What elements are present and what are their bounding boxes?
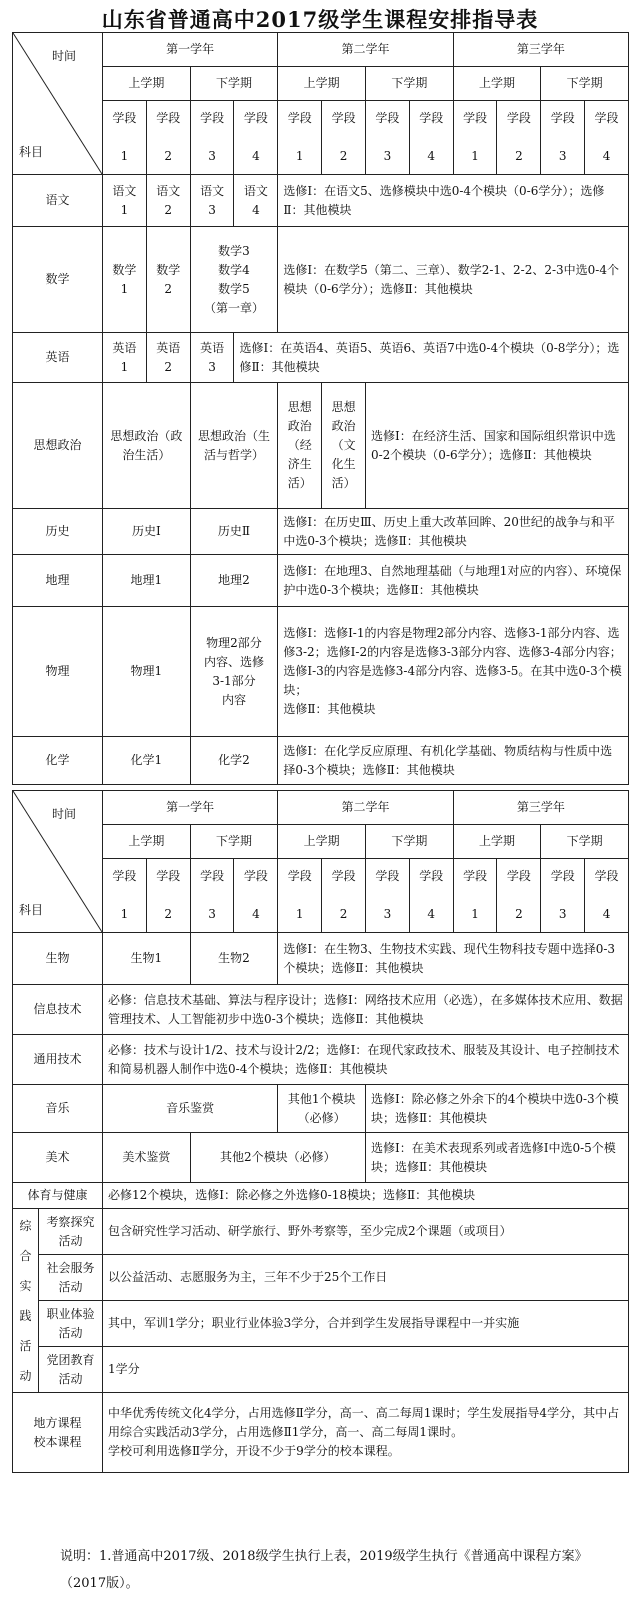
module-cell: 数学3 数学4 数学5 （第一章） xyxy=(190,227,278,333)
module-cell: 思想 政治 （文 化生 活） xyxy=(322,383,366,509)
subject-name: 历史 xyxy=(13,509,103,555)
elective-description: 选修Ⅰ：除必修之外余下的4个模块中选0-3个模块；选修Ⅱ：其他模块 xyxy=(365,1085,628,1133)
subject-name: 信息技术 xyxy=(13,985,103,1035)
module-cell: 地理2 xyxy=(190,555,278,607)
segment-header: 学段 2 xyxy=(146,859,190,933)
term-header: 下学期 xyxy=(365,67,453,101)
module-cell: 地理1 xyxy=(103,555,191,607)
segment-header: 学段 2 xyxy=(497,101,541,175)
term-header: 下学期 xyxy=(541,67,629,101)
elective-description: 必修：信息技术基础、算法与程序设计；选修Ⅰ：网络技术应用（必选），在多媒体技术应用、数据管理技术、人工智能初步中选0-3个模块；选修Ⅱ：其他模块 xyxy=(103,985,629,1035)
segment-header: 学段 1 xyxy=(103,101,147,175)
module-cell: 语文 4 xyxy=(234,175,278,227)
subject-name: 生物 xyxy=(13,933,103,985)
module-cell: 思想政治（政治生活） xyxy=(103,383,191,509)
module-cell: 其他2个模块（必修） xyxy=(190,1133,365,1183)
header-time-label: 时间 xyxy=(51,807,76,821)
subject-name: 语文 xyxy=(13,175,103,227)
segment-header: 学段 1 xyxy=(278,859,322,933)
year-header: 第二学年 xyxy=(278,33,453,67)
module-cell: 英语 3 xyxy=(190,333,234,383)
module-cell: 语文 1 xyxy=(103,175,147,227)
year-header: 第三学年 xyxy=(453,33,628,67)
term-header: 下学期 xyxy=(541,825,629,859)
subject-name: 思想政治 xyxy=(13,383,103,509)
term-header: 上学期 xyxy=(278,825,366,859)
segment-header: 学段 2 xyxy=(322,859,366,933)
term-header: 上学期 xyxy=(453,67,541,101)
module-cell: 生物2 xyxy=(190,933,278,985)
course-table-part-2 xyxy=(12,790,629,1473)
activity-description: 包含研究性学习活动、研学旅行、野外考察等，至少完成2个课题（或项目） xyxy=(103,1209,629,1255)
vertical-char: 综 xyxy=(19,1218,32,1233)
segment-header: 学段 1 xyxy=(103,859,147,933)
subject-name: 美术 xyxy=(13,1133,103,1183)
segment-header: 学段 4 xyxy=(585,101,629,175)
course-table-part-1 xyxy=(12,32,629,785)
segment-header: 学段 2 xyxy=(146,101,190,175)
segment-header: 学段 3 xyxy=(365,859,409,933)
subject-name: 体育与健康 xyxy=(13,1183,103,1209)
module-cell: 生物1 xyxy=(103,933,191,985)
module-cell: 思想 政治 （经 济生 活） xyxy=(278,383,322,509)
elective-description: 选修Ⅰ：在经济生活、国家和国际组织常识中选0-2个模块（0-6学分）；选修Ⅱ：其他模块 xyxy=(365,383,628,509)
elective-description: 选修Ⅰ：在历史Ⅲ、历史上重大改革回眸、20世纪的战争与和平中选0-3个模块；选修Ⅱ：其他模块 xyxy=(278,509,629,555)
term-header: 下学期 xyxy=(190,825,278,859)
segment-header: 学段 3 xyxy=(190,101,234,175)
segment-header: 学段 4 xyxy=(234,859,278,933)
segment-header: 学段 1 xyxy=(278,101,322,175)
term-header: 下学期 xyxy=(190,67,278,101)
elective-description: 选修Ⅰ：在美术表现系列或者选修Ⅰ中选0-5个模块；选修Ⅱ：其他模块 xyxy=(365,1133,628,1183)
activity-description: 1学分 xyxy=(103,1347,629,1393)
module-cell: 英语 2 xyxy=(146,333,190,383)
term-header: 上学期 xyxy=(453,825,541,859)
activity-name: 党团教育 活动 xyxy=(39,1347,103,1393)
segment-header: 学段 1 xyxy=(453,859,497,933)
segment-header: 学段 3 xyxy=(365,101,409,175)
segment-header: 学段 1 xyxy=(453,101,497,175)
segment-header: 学段 3 xyxy=(190,859,234,933)
subject-name: 数学 xyxy=(13,227,103,333)
footnote: 说明：1.普通高中2017级、2018级学生执行上表，2019级学生执行《普通高中课程方案》（2017版）。 xyxy=(60,1549,588,1591)
subject-name: 化学 xyxy=(13,737,103,785)
activity-name: 职业体验 活动 xyxy=(39,1301,103,1347)
subject-name: 通用技术 xyxy=(13,1035,103,1085)
comprehensive-practice-label xyxy=(13,1209,39,1393)
header-time-label: 时间 xyxy=(51,49,76,63)
module-cell: 物理2部分 内容、选修 3-1部分 内容 xyxy=(190,607,278,737)
year-header: 第一学年 xyxy=(103,33,278,67)
module-cell: 数学 2 xyxy=(146,227,190,333)
module-cell: 数学 1 xyxy=(103,227,147,333)
segment-header: 学段 4 xyxy=(409,859,453,933)
elective-description: 选修Ⅰ：选修Ⅰ-1的内容是物理2部分内容、选修3-1部分内容、选修3-2；选修Ⅰ-2的内容是选修3-3部分内容、选修3-4部分内容；选修Ⅰ-3的内容是选修3-4部分内容、选修3-5。在其中选0-3个模块； 选修Ⅱ：其他模块 xyxy=(278,607,629,737)
activity-name: 社会服务 活动 xyxy=(39,1255,103,1301)
elective-description: 选修Ⅰ：在生物3、生物技术实践、现代生物科技专题中选择0-3个模块；选修Ⅱ：其他模块 xyxy=(278,933,629,985)
segment-header: 学段 3 xyxy=(541,101,585,175)
module-cell: 历史Ⅱ xyxy=(190,509,278,555)
module-cell: 语文 3 xyxy=(190,175,234,227)
vertical-char: 活 xyxy=(19,1338,32,1353)
elective-description: 必修12个模块，选修Ⅰ：除必修之外选修0-18模块；选修Ⅱ：其他模块 xyxy=(103,1183,629,1209)
activity-name: 考察探究 活动 xyxy=(39,1209,103,1255)
page-title: 山东省普通高中2017级学生课程安排指导表 xyxy=(101,7,539,32)
elective-description: 必修：技术与设计1/2、技术与设计2/2；选修Ⅰ：在现代家政技术、服装及其设计、电子控制技术和简易机器人制作中选0-4个模块；选修Ⅱ：其他模块 xyxy=(103,1035,629,1085)
module-cell: 物理1 xyxy=(103,607,191,737)
module-cell: 英语 1 xyxy=(103,333,147,383)
vertical-char: 合 xyxy=(19,1248,32,1263)
term-header: 上学期 xyxy=(103,825,191,859)
module-cell: 美术鉴赏 xyxy=(103,1133,191,1183)
elective-description: 中华优秀传统文化4学分，占用选修Ⅱ学分，高一、高二每周1课时；学生发展指导4学分，其中占用综合实践活动3学分，占用选修Ⅱ1学分，高一、高二每周1课时。 学校可利用选修Ⅱ学分，开设不少于9学分的校本课程。 xyxy=(103,1393,629,1473)
elective-description: 选修Ⅰ：在英语4、英语5、英语6、英语7中选0-4个模块（0-8学分）；选修Ⅱ：其他模块 xyxy=(234,333,629,383)
segment-header: 学段 3 xyxy=(541,859,585,933)
activity-description: 其中，军训1学分；职业行业体验3学分，合并到学生发展指导课程中一并实施 xyxy=(103,1301,629,1347)
vertical-char: 动 xyxy=(19,1368,32,1383)
module-cell: 历史Ⅰ xyxy=(103,509,191,555)
header-diagonal-cell xyxy=(13,33,103,175)
subject-name: 地理 xyxy=(13,555,103,607)
module-cell: 语文 2 xyxy=(146,175,190,227)
module-cell: 其他1个模块 （必修） xyxy=(278,1085,366,1133)
elective-description: 选修Ⅰ：在数学5（第二、三章）、数学2-1、2-2、2-3中选0-4个模块（0-6学分）；选修Ⅱ：其他模块 xyxy=(278,227,629,333)
header-subject-label: 科目 xyxy=(19,145,44,159)
subject-name: 物理 xyxy=(13,607,103,737)
year-header: 第三学年 xyxy=(453,791,628,825)
year-header: 第一学年 xyxy=(103,791,278,825)
elective-description: 选修Ⅰ：在地理3、自然地理基础（与地理1对应的内容）、环境保护中选0-3个模块；选修Ⅱ：其他模块 xyxy=(278,555,629,607)
term-header: 上学期 xyxy=(103,67,191,101)
year-header: 第二学年 xyxy=(278,791,453,825)
activity-description: 以公益活动、志愿服务为主，三年不少于25个工作日 xyxy=(103,1255,629,1301)
segment-header: 学段 4 xyxy=(585,859,629,933)
segment-header: 学段 2 xyxy=(322,101,366,175)
module-cell: 化学2 xyxy=(190,737,278,785)
module-cell: 思想政治（生活与哲学） xyxy=(190,383,278,509)
segment-header: 学段 2 xyxy=(497,859,541,933)
subject-name: 地方课程 校本课程 xyxy=(13,1393,103,1473)
module-cell: 音乐鉴赏 xyxy=(103,1085,278,1133)
vertical-char: 践 xyxy=(19,1308,32,1323)
term-header: 下学期 xyxy=(365,825,453,859)
vertical-char: 实 xyxy=(19,1278,32,1293)
segment-header: 学段 4 xyxy=(409,101,453,175)
elective-description: 选修Ⅰ：在化学反应原理、有机化学基础、物质结构与性质中选择0-3个模块；选修Ⅱ：其他模块 xyxy=(278,737,629,785)
subject-name: 音乐 xyxy=(13,1085,103,1133)
header-diagonal-cell xyxy=(13,791,103,933)
term-header: 上学期 xyxy=(278,67,366,101)
segment-header: 学段 4 xyxy=(234,101,278,175)
header-subject-label: 科目 xyxy=(19,903,44,917)
elective-description: 选修Ⅰ：在语文5、选修模块中选0-4个模块（0-6学分）；选修Ⅱ：其他模块 xyxy=(278,175,629,227)
subject-name: 英语 xyxy=(13,333,103,383)
module-cell: 化学1 xyxy=(103,737,191,785)
